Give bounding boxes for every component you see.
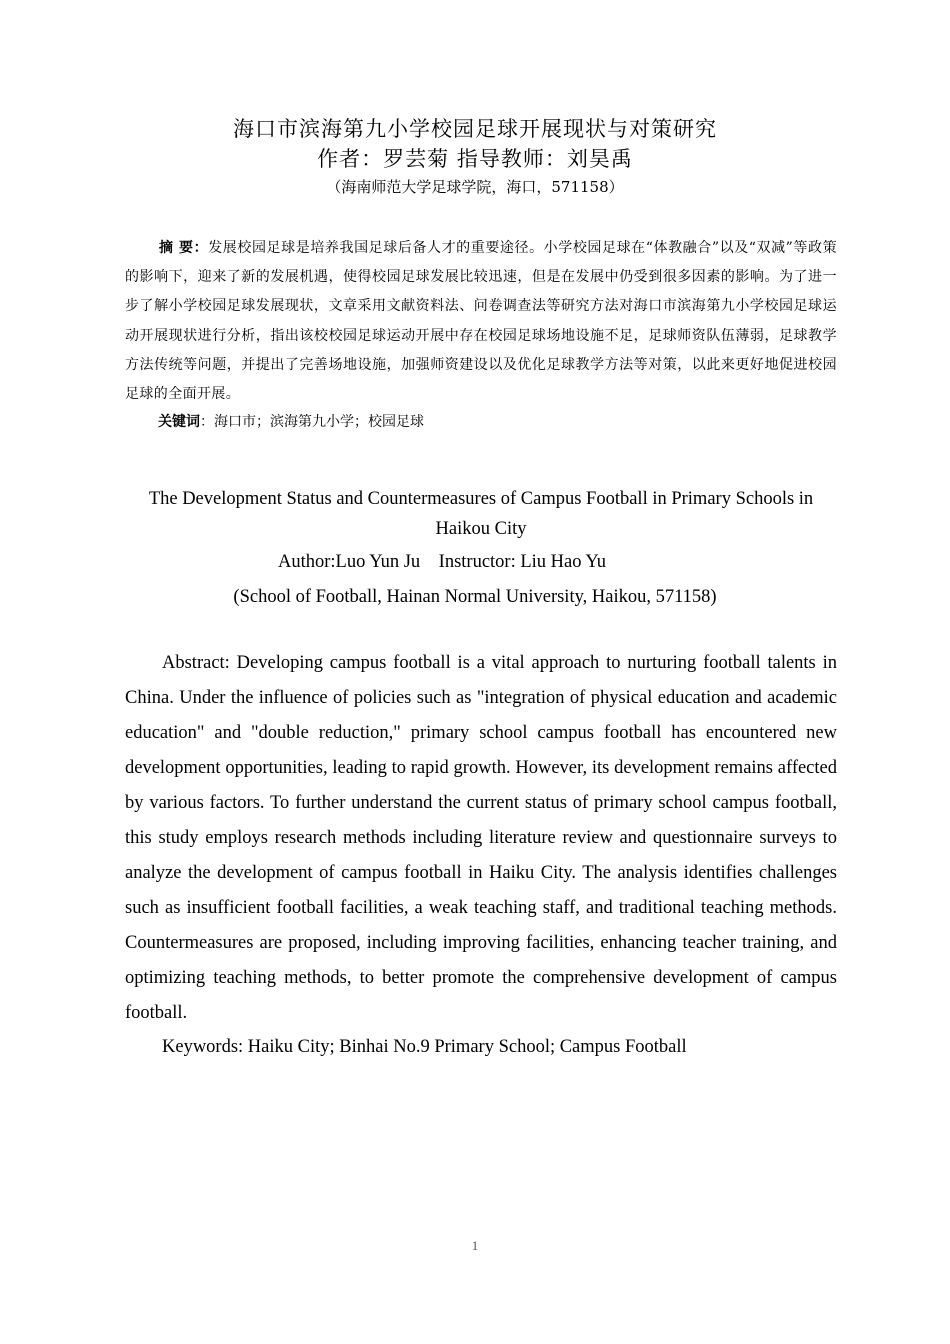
chinese-keywords-text: ：海口市；滨海第九小学；校园足球	[200, 414, 424, 430]
english-keywords: Keywords: Haiku City; Binhai No.9 Primary School; Campus Football	[162, 1037, 687, 1057]
chinese-abstract-text: 发展校园足球是培养我国足球后备人才的重要途径。小学校园足球在“体教融合”以及“双减”等政策的影响下，迎来了新的发展机遇，使得校园足球发展比较迅速，但是在发展中仍受到很多因素的影响。为了进一步了解小学校园足球发展现状，文章采用文献资料法、问卷调查法等研究方法对海口市滨海第九小学校园足球运动开展现状进行分析，指出该校校园足球运动开展中存在校园足球场地设施不足，足球师资队伍薄弱，足球教学方法传统等问题，并提出了完善场地设施，加强师资建设以及优化足球教学方法等对策，以此来更好地促进校园足球的全面开展。	[125, 240, 837, 403]
chinese-abstract-label: 摘 要：	[159, 240, 209, 256]
chinese-title: 海口市滨海第九小学校园足球开展现状与对策研究	[233, 117, 717, 141]
page-number: 1	[471, 1238, 479, 1253]
chinese-abstract	[125, 234, 837, 409]
chinese-keywords-label: 关键词	[158, 414, 200, 430]
english-affiliation: (School of Football, Hainan Normal University, Haikou, 571158)	[233, 587, 717, 607]
chinese-author-line: 作者：罗芸菊 指导教师：刘昊禹	[317, 147, 633, 171]
english-author-line: Author:Luo Yun Ju Instructor: Liu Hao Yu	[278, 552, 606, 572]
english-abstract: Abstract: Developing campus football is a vital approach to nurturing football talents in China. Under the influence of policies such as "integration of physical education and academic education" and "double reduction," primary school campus football has encountered new development opportunities, leading to rapid growth. However, its development remains affected by various factors. To further understand the current status of primary school campus football, this study employs research methods including literature review and questionnaire surveys to analyze the development of campus football in Haiku City. The analysis identifies challenges such as insufficient football facilities, a weak teaching staff, and traditional teaching methods. Countermeasures are proposed, including improving facilities, enhancing teacher training, and optimizing teaching methods, to better promote the comprehensive development of campus football.	[125, 653, 837, 1023]
chinese-keywords	[158, 410, 424, 434]
chinese-affiliation: （海南师范大学足球学院，海口，571158）	[326, 178, 624, 196]
english-title: The Development Status and Countermeasures of Campus Football in Primary Schools in Haikou City	[148, 489, 814, 539]
